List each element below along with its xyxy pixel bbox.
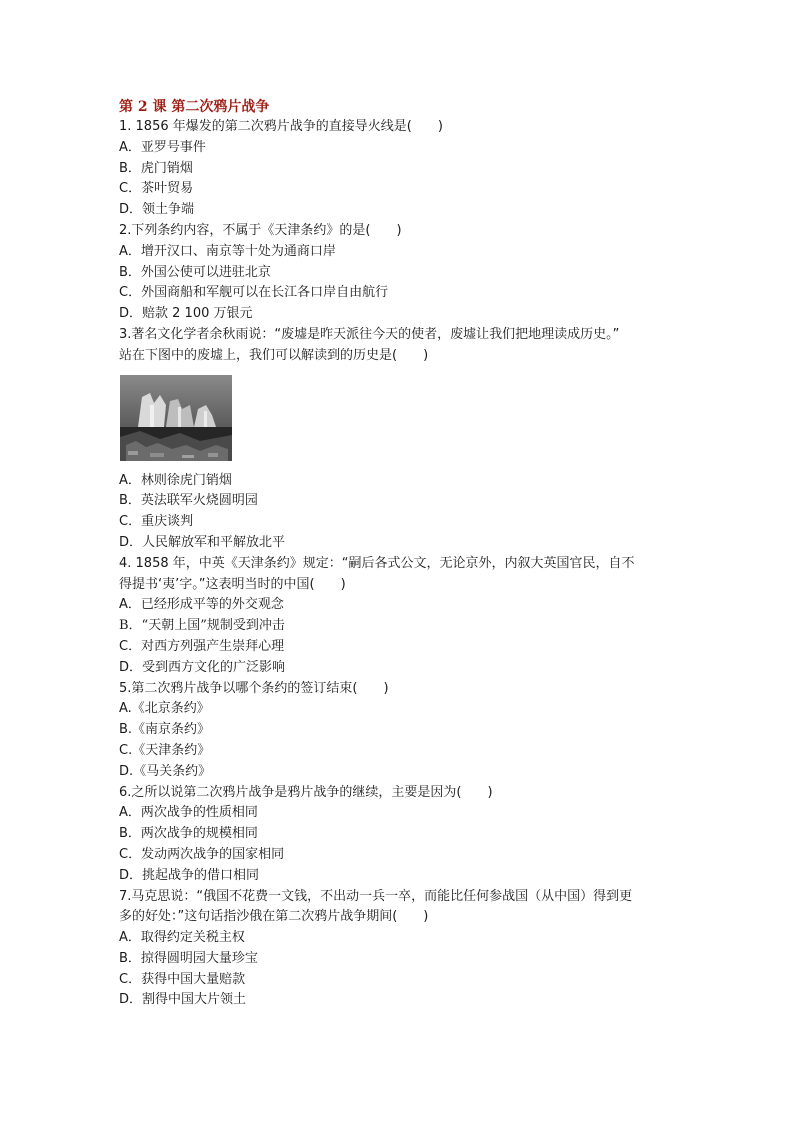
question-7 — [119, 887, 679, 1012]
question-stem-line-1: 3.著名文化学者余秋雨说：“废墟是昨天派往今天的使者，废墟让我们把地理读成历史。” — [119, 326, 620, 342]
question-stem: 2.下列条约内容，不属于《天津条约》的是( ) — [119, 222, 402, 238]
option-b: B．“天朝上国”规制受到冲击 — [119, 618, 285, 634]
question-stem-line-2: 得提书‘夷’字。”这表明当时的中国( ) — [119, 576, 346, 592]
option-c: C．外国商船和军舰可以在长江各口岸自由航行 — [119, 285, 389, 301]
option-d: D．受到西方文化的广泛影响 — [119, 659, 286, 675]
option-d: D.《马关条约》 — [119, 763, 212, 779]
worksheet-content — [119, 97, 679, 1011]
option-a: A.《北京条约》 — [119, 701, 210, 717]
option-a: A．增开汉口、南京等十处为通商口岸 — [119, 243, 336, 259]
question-4 — [119, 554, 679, 679]
option-d: D．人民解放军和平解放北平 — [119, 534, 286, 550]
option-c: C．对西方列强产生崇拜心理 — [119, 638, 285, 654]
option-c: C．茶叶贸易 — [119, 181, 194, 197]
option-a: A．林则徐虎门销烟 — [119, 472, 232, 488]
question-stem: 6.之所以说第二次鸦片战争是鸦片战争的继续，主要是因为( ) — [119, 784, 493, 800]
lesson-title: 第 2 课 第二次鸦片战争 — [119, 99, 270, 115]
option-c: C.《天津条约》 — [119, 742, 211, 758]
question-5 — [119, 679, 679, 783]
option-c: C．发动两次战争的国家相同 — [119, 846, 285, 862]
question-stem-line-1: 7.马克思说：“俄国不花费一文钱，不出动一兵一卒，而能比任何参战国（从中国）得到更 — [119, 888, 633, 904]
option-b: B．虎门销烟 — [119, 160, 193, 176]
option-b: B．掠得圆明园大量珍宝 — [119, 950, 258, 966]
option-d: D．割得中国大片领土 — [119, 992, 247, 1008]
question-stem: 5.第二次鸦片战争以哪个条约的签订结束( ) — [119, 680, 389, 696]
question-stem-line-2: 多的好处：”这句话指沙俄在第二次鸦片战争期间( ) — [119, 909, 429, 925]
option-d: D．领土争端 — [119, 202, 195, 218]
option-d: D．挑起战争的借口相同 — [119, 867, 260, 883]
question-6 — [119, 783, 679, 887]
option-c: C．重庆谈判 — [119, 514, 194, 530]
option-c: C．获得中国大量赔款 — [119, 971, 246, 987]
question-stem: 1. 1856 年爆发的第二次鸦片战争的直接导火线是( ) — [119, 119, 443, 134]
option-b: B．两次战争的规模相同 — [119, 826, 258, 842]
option-a: A．亚罗号事件 — [119, 139, 206, 155]
question-stem-line-2: 站在下图中的废墟上，我们可以解读到的历史是( ) — [119, 347, 429, 363]
option-a: A．取得约定关税主权 — [119, 930, 245, 946]
ruins-photo — [120, 375, 232, 461]
option-a: A．两次战争的性质相同 — [119, 805, 258, 821]
option-a: A．已经形成平等的外交观念 — [119, 597, 284, 613]
option-d: D．赔款 2 100 万银元 — [119, 306, 253, 322]
question-2 — [119, 221, 679, 325]
question-3 — [119, 325, 679, 554]
question-1 — [119, 117, 679, 221]
option-b: B.《南京条约》 — [119, 722, 211, 738]
question-stem-line-1: 4. 1858 年，中英《天津条约》规定：“嗣后各式公文，无论京外，内叙大英国官民，自不 — [119, 555, 635, 571]
option-b: B．英法联军火烧圆明园 — [119, 493, 258, 509]
option-b: B．外国公使可以进驻北京 — [119, 264, 271, 280]
ruins-illustration — [120, 375, 232, 461]
